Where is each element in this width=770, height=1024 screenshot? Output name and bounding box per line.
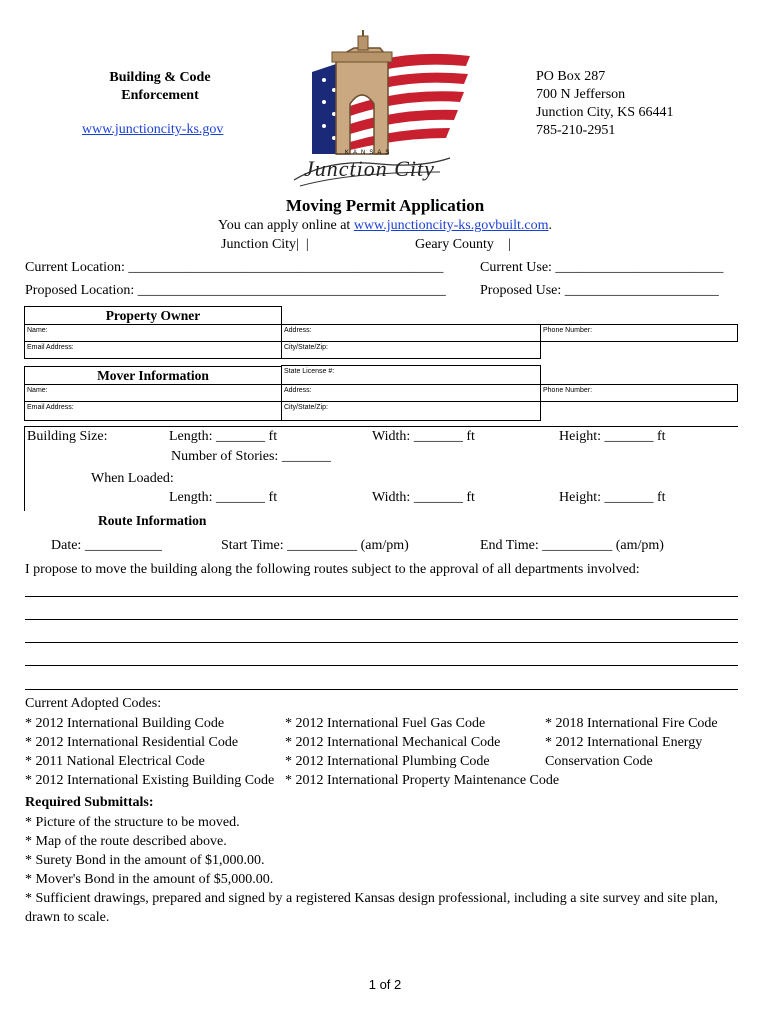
code-item: * 2012 International Energy bbox=[545, 735, 703, 750]
code-item: * 2012 International Existing Building Code bbox=[25, 773, 275, 788]
when-loaded-label: When Loaded: bbox=[91, 471, 174, 486]
owner-address-field[interactable]: Address: bbox=[281, 324, 541, 342]
code-item: * 2012 International Plumbing Code bbox=[285, 754, 490, 769]
route-line-4[interactable] bbox=[25, 665, 738, 666]
apply-online-line bbox=[0, 218, 770, 234]
apply-suffix: . bbox=[548, 218, 553, 233]
route-propose-text: I propose to move the building along the following routes subject to the approval of all departments involved: bbox=[25, 562, 640, 577]
building-width-field[interactable]: Width: _______ ft bbox=[372, 429, 475, 444]
owner-city-state-zip-field[interactable]: City/State/Zip: bbox=[281, 341, 541, 359]
building-length-field[interactable]: Length: _______ ft bbox=[169, 429, 278, 444]
owner-email-field[interactable]: Email Address: bbox=[24, 341, 282, 359]
proposed-use-field[interactable]: Proposed Use: ______________________ bbox=[480, 283, 719, 298]
mover-email-field[interactable]: Email Address: bbox=[24, 401, 282, 421]
route-line-2[interactable] bbox=[25, 619, 738, 620]
proposed-location-field[interactable]: Proposed Location: ____________________________________________ bbox=[25, 283, 446, 298]
current-use-field[interactable]: Current Use: ________________________ bbox=[480, 260, 724, 275]
jurisdiction-city bbox=[221, 237, 309, 253]
mover-heading-box bbox=[24, 366, 282, 384]
county-label: Geary County bbox=[415, 237, 494, 252]
number-of-stories-field[interactable]: Number of Stories: _______ bbox=[171, 449, 331, 464]
mover-address-field[interactable]: Address: bbox=[281, 384, 541, 402]
city-checkbox-2[interactable]: | bbox=[305, 237, 309, 252]
property-owner-heading-box bbox=[24, 306, 282, 324]
logo-script-text: Junction City bbox=[304, 156, 435, 181]
code-item: * 2012 International Property Maintenance Code bbox=[285, 773, 560, 788]
logo-top-text: KANSAS bbox=[345, 150, 394, 156]
codes-column-2 bbox=[285, 714, 559, 790]
website-link[interactable]: www.junctioncity-ks.gov bbox=[82, 122, 224, 137]
mover-heading: Mover Information bbox=[97, 368, 209, 383]
apply-online-link[interactable]: www.junctioncity-ks.govbuilt.com bbox=[353, 218, 549, 233]
loaded-width-field[interactable]: Width: _______ ft bbox=[372, 490, 475, 505]
codes-column-3 bbox=[545, 714, 718, 771]
route-start-time-field[interactable]: Start Time: __________ (am/pm) bbox=[221, 538, 409, 553]
code-item: * 2012 International Building Code bbox=[25, 716, 225, 731]
codes-heading: Current Adopted Codes: bbox=[25, 696, 162, 711]
mover-name-field[interactable]: Name: bbox=[24, 384, 282, 402]
mailing-address bbox=[536, 68, 674, 140]
current-location-field[interactable]: Current Location: _____________________________________________ bbox=[25, 260, 444, 275]
junction-city-logo bbox=[290, 30, 475, 190]
county-checkbox[interactable]: | bbox=[507, 237, 511, 252]
building-size-label: Building Size: bbox=[27, 429, 108, 444]
address-line-4: 785-210-2951 bbox=[536, 123, 616, 138]
code-item: Conservation Code bbox=[545, 754, 653, 769]
codes-column-1 bbox=[25, 714, 274, 790]
route-date-field[interactable]: Date: ___________ bbox=[51, 538, 162, 553]
department-name bbox=[60, 69, 260, 105]
code-item: * 2011 National Electrical Code bbox=[25, 754, 205, 769]
code-item: * 2012 International Residential Code bbox=[25, 735, 239, 750]
city-checkbox[interactable]: | bbox=[296, 237, 299, 252]
code-item: * 2012 International Fuel Gas Code bbox=[285, 716, 486, 731]
submittal-item: * Map of the route described above. bbox=[25, 834, 227, 849]
department-line-2: Enforcement bbox=[121, 88, 199, 103]
mover-city-state-zip-field[interactable]: City/State/Zip: bbox=[281, 401, 541, 421]
mover-phone-field[interactable]: Phone Number: bbox=[540, 384, 738, 402]
owner-phone-field[interactable]: Phone Number: bbox=[540, 324, 738, 342]
route-line-3[interactable] bbox=[25, 642, 738, 643]
jurisdiction-county bbox=[415, 237, 511, 253]
mover-state-license-field[interactable]: State License #: bbox=[281, 365, 541, 385]
submittal-item: * Picture of the structure to be moved. bbox=[25, 815, 240, 830]
submittal-item: * Surety Bond in the amount of $1,000.00. bbox=[25, 853, 265, 868]
route-end-time-field[interactable]: End Time: __________ (am/pm) bbox=[480, 538, 664, 553]
code-item: * 2012 International Mechanical Code bbox=[285, 735, 501, 750]
route-info-heading: Route Information bbox=[98, 513, 207, 528]
property-owner-heading: Property Owner bbox=[105, 308, 201, 323]
page-number: 1 of 2 bbox=[368, 977, 402, 992]
submittals-list bbox=[25, 813, 745, 927]
route-line-5[interactable] bbox=[25, 689, 738, 690]
route-line-1[interactable] bbox=[25, 596, 738, 597]
department-line-1: Building & Code bbox=[109, 70, 211, 85]
page-title: Moving Permit Application bbox=[285, 196, 485, 215]
address-line-2: 700 N Jefferson bbox=[536, 87, 626, 102]
submittal-item: * Sufficient drawings, prepared and signed by a registered Kansas design professional, including a site survey and site plan, bbox=[25, 891, 718, 906]
loaded-height-field[interactable]: Height: _______ ft bbox=[559, 490, 666, 505]
apply-prefix: You can apply online at bbox=[217, 218, 354, 233]
submittal-item-continued: drawn to scale. bbox=[25, 910, 110, 925]
address-line-1: PO Box 287 bbox=[536, 69, 606, 84]
submittal-item: * Mover's Bond in the amount of $5,000.00. bbox=[25, 872, 274, 887]
code-item: * 2018 International Fire Code bbox=[545, 716, 718, 731]
address-line-3: Junction City, KS 66441 bbox=[536, 105, 674, 120]
city-label: Junction City bbox=[221, 237, 297, 252]
submittals-heading: Required Submittals: bbox=[25, 795, 154, 810]
loaded-length-field[interactable]: Length: _______ ft bbox=[169, 490, 278, 505]
owner-name-field[interactable]: Name: bbox=[24, 324, 282, 342]
building-height-field[interactable]: Height: _______ ft bbox=[559, 429, 666, 444]
